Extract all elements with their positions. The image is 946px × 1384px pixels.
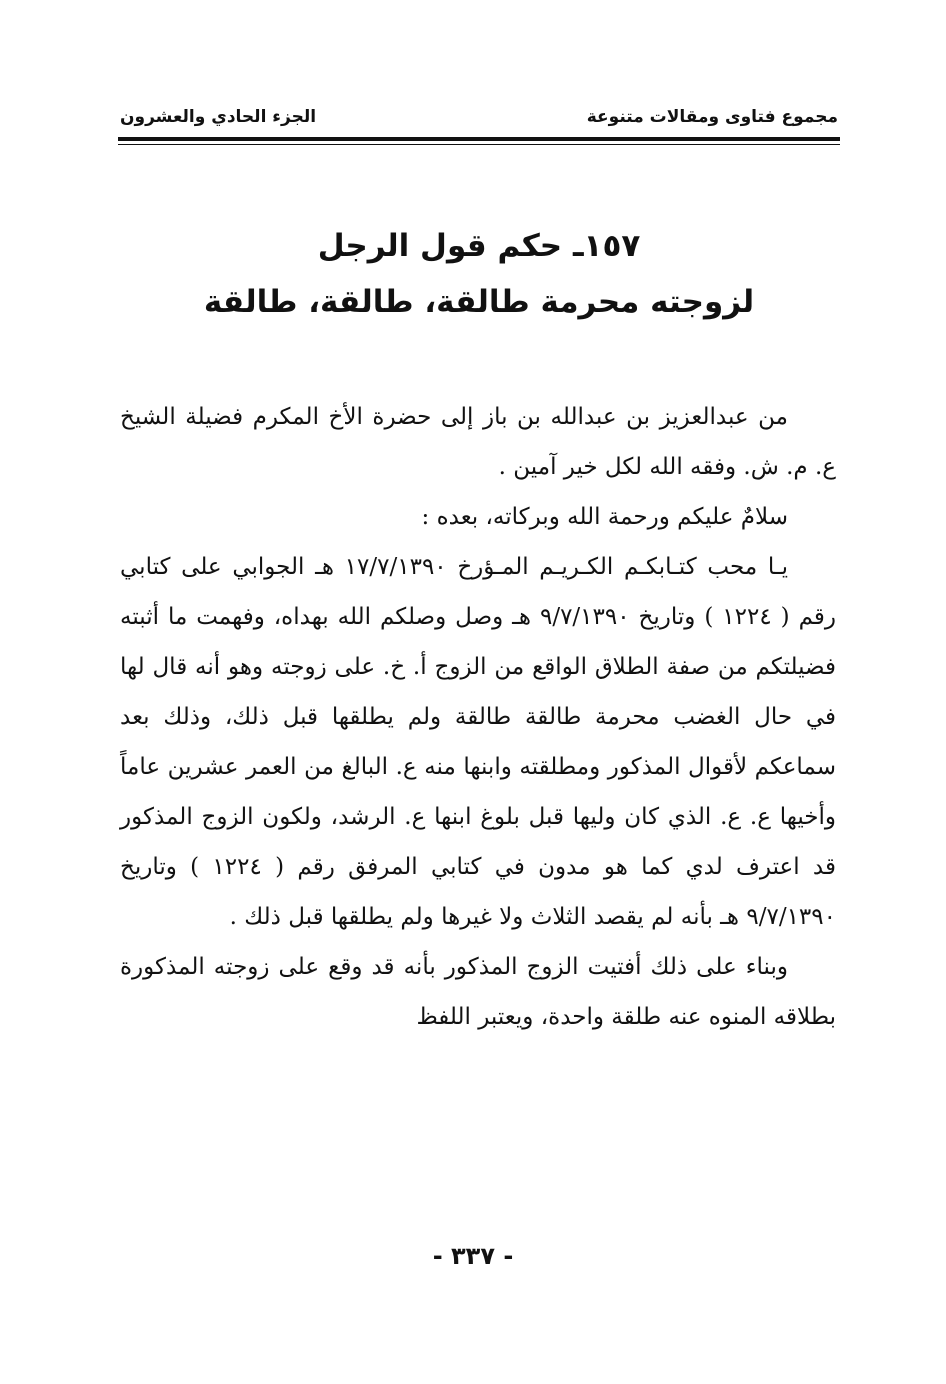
fatwa-title-line-2: لزوجته محرمة طالقة، طالقة، طالقة — [203, 284, 755, 320]
header-rule-thick — [118, 137, 840, 141]
body-text — [120, 392, 836, 1042]
fatwa-title-line-1: ١٥٧ـ حكم قول الرجل — [317, 228, 641, 264]
fatwa-title — [118, 218, 840, 330]
main-paragraph: يـا محب كتـابكـم الكـريـم المـؤرخ ١٧/٧/١٣٩٠ هـ الجوابي على كتابي رقم ( ١٢٢٤ ) وتاريخ ٩/٧/١٣٩٠ هـ وصل وصلكم الله بهداه، وفهمت ما أثبته فضيلتكم من صفة الطلاق الواقع من الزوج أ. خ. على زوجته وهو أنه قال لها في حال الغضب محرمة طالقة طالقة ولم يطلقها قبل ذلك، وذلك بعد سماعكم لأقوال المذكور ومطلقته وابنها منه ع. البالغ من العمر عشرين عاماً وأخيها ع. ع. الذي كان وليها قبل بلوغ ابنها ع. الرشد، ولكون الزوج المذكور قد اعترف لدي كما هو مدون في كتابي المرفق رقم ( ١٢٢٤ ) وتاريخ ٩/٧/١٣٩٠ هـ بأنه لم يقصد الثلاث ولا غيرها ولم يطلقها قبل ذلك . — [120, 554, 836, 930]
volume-title: الجزء الحادي والعشرون — [120, 107, 317, 127]
running-header — [120, 100, 838, 134]
ruling-paragraph: وبناء على ذلك أفتيت الزوج المذكور بأنه قد وقع على زوجته المذكورة بطلاقه المنوه عنه طلقة واحدة، ويعتبر اللفظ — [120, 954, 836, 1030]
page-number: - ٣٣٧ - — [432, 1242, 514, 1270]
book-title: مجموع فتاوى ومقالات متنوعة — [586, 107, 838, 127]
greeting-line: سلامٌ عليكم ورحمة الله وبركاته، بعده : — [421, 504, 788, 530]
header-rule-thin — [118, 144, 840, 145]
opening-paragraph: من عبدالعزيز بن عبدالله بن باز إلى حضرة الأخ المكرم فضيلة الشيخ ع. م. ش. وفقه الله لكل خير آمين . — [120, 404, 836, 480]
